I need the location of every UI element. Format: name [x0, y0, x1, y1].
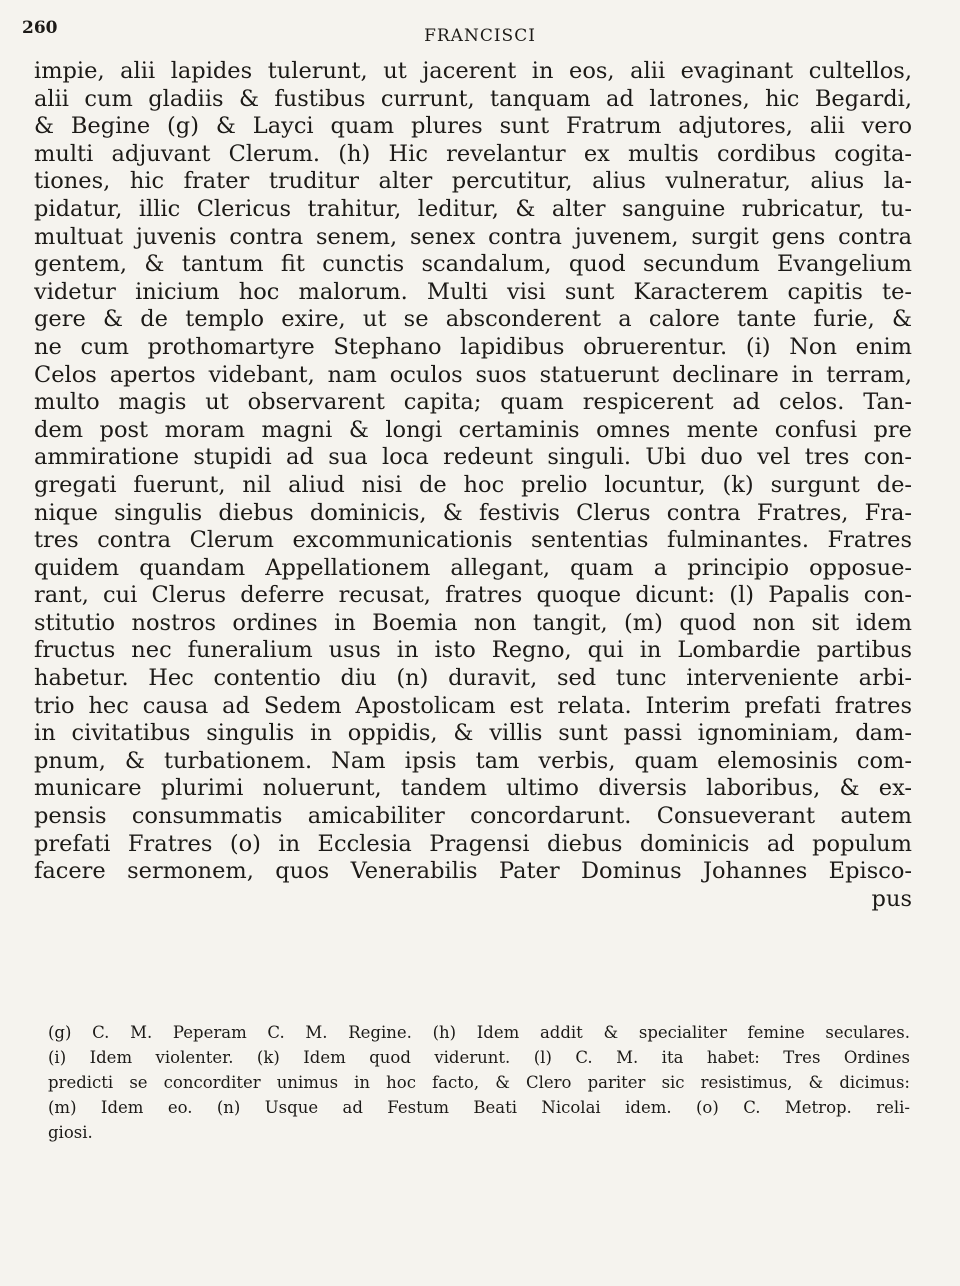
- text-line: pensis consummatis amicabiliter concordarunt. Consueverant autem: [34, 803, 912, 830]
- text-line: pnum, & turbationem. Nam ipsis tam verbis, quam elemosinis com-: [34, 747, 912, 774]
- text-line: alii cum gladiis & fustibus currunt, tanquam ad latrones, hic Begardi,: [34, 85, 912, 112]
- text-line: & Begine (g) & Layci quam plures sunt Fratrum adjutores, alii vero: [34, 113, 912, 140]
- text-line: habetur. Hec contentio diu (n) duravit, sed tunc interveniente arbi-: [34, 665, 912, 692]
- text-line: videtur inicium hoc malorum. Multi visi sunt Karacterem capitis te-: [34, 278, 912, 305]
- text-line: pidatur, illic Clericus trahitur, leditur, & alter sanguine rubricatur, tu-: [34, 195, 912, 222]
- page-number: 260: [22, 18, 58, 38]
- text-line: gentem, & tantum fit cunctis scandalum, quod secundum Evangelium: [34, 251, 912, 278]
- text-line: ne cum prothomartyre Stephano lapidibus obruerentur. (i) Non enim: [34, 333, 912, 360]
- footnote-line: predicti se concorditer unimus in hoc facto, & Clero pariter sic resistimus, & dicimus:: [48, 1073, 910, 1092]
- footnote-line: (i) Idem violenter. (k) Idem quod viderunt. (l) C. M. ita habet: Tres Ordines: [48, 1048, 910, 1067]
- body-text: [34, 58, 912, 913]
- catchword: pus: [871, 885, 912, 912]
- text-line: ammiratione stupidi ad sua loca redeunt singuli. Ubi duo vel tres con-: [34, 444, 912, 471]
- text-line: Celos apertos videbant, nam oculos suos statuerunt declinare in terram,: [34, 361, 912, 388]
- text-line: municare plurimi noluerunt, tandem ultimo diversis laboribus, & ex-: [34, 775, 912, 802]
- footnote-line: (g) C. M. Peperam C. M. Regine. (h) Idem addit & specialiter femine seculares.: [48, 1023, 910, 1042]
- footnotes: [48, 1020, 910, 1145]
- text-line: impie, alii lapides tulerunt, ut jacerent in eos, alii evaginant cultellos,: [34, 58, 912, 84]
- footnote-line: giosi.: [48, 1123, 93, 1142]
- text-line: prefati Fratres (o) in Ecclesia Pragensi diebus dominicis ad populum: [34, 830, 912, 857]
- text-line: quidem quandam Appellationem allegant, quam a principio opposue-: [34, 554, 912, 581]
- footnote-line: (m) Idem eo. (n) Usque ad Festum Beati Nicolai idem. (o) C. Metrop. reli-: [48, 1098, 910, 1117]
- text-line: nique singulis diebus dominicis, & festivis Clerus contra Fratres, Fra-: [34, 499, 912, 526]
- text-line: dem post moram magni & longi certaminis omnes mente confusi pre: [34, 416, 912, 443]
- text-line: tres contra Clerum excommunicationis sententias fulminantes. Fratres: [34, 527, 912, 554]
- text-line: stitutio nostros ordines in Boemia non tangit, (m) quod non sit idem: [34, 609, 912, 636]
- text-line: multi adjuvant Clerum. (h) Hic revelantur ex multis cordibus cogita-: [34, 140, 912, 167]
- text-line: in civitatibus singulis in oppidis, & villis sunt passi ignominiam, dam-: [34, 720, 912, 747]
- running-title: FRANCISCI: [424, 26, 536, 46]
- text-line: tiones, hic frater truditur alter percutitur, alius vulneratur, alius la-: [34, 168, 912, 195]
- text-line: fructus nec funeralium usus in isto Regno, qui in Lombardie partibus: [34, 637, 912, 664]
- text-line: rant, cui Clerus deferre recusat, fratres quoque dicunt: (l) Papalis con-: [34, 582, 912, 609]
- text-line: gere & de templo exire, ut se absconderent a calore tante furie, &: [34, 306, 912, 333]
- text-line: trio hec causa ad Sedem Apostolicam est relata. Interim prefati fratres: [34, 692, 912, 719]
- text-line: facere sermonem, quos Venerabilis Pater Dominus Johannes Episco-: [34, 858, 912, 885]
- text-line: gregati fuerunt, nil aliud nisi de hoc prelio locuntur, (k) surgunt de-: [34, 471, 912, 498]
- text-line: multuat juvenis contra senem, senex contra juvenem, surgit gens contra: [34, 223, 912, 250]
- text-line: multo magis ut observarent capita; quam respicerent ad celos. Tan-: [34, 389, 912, 416]
